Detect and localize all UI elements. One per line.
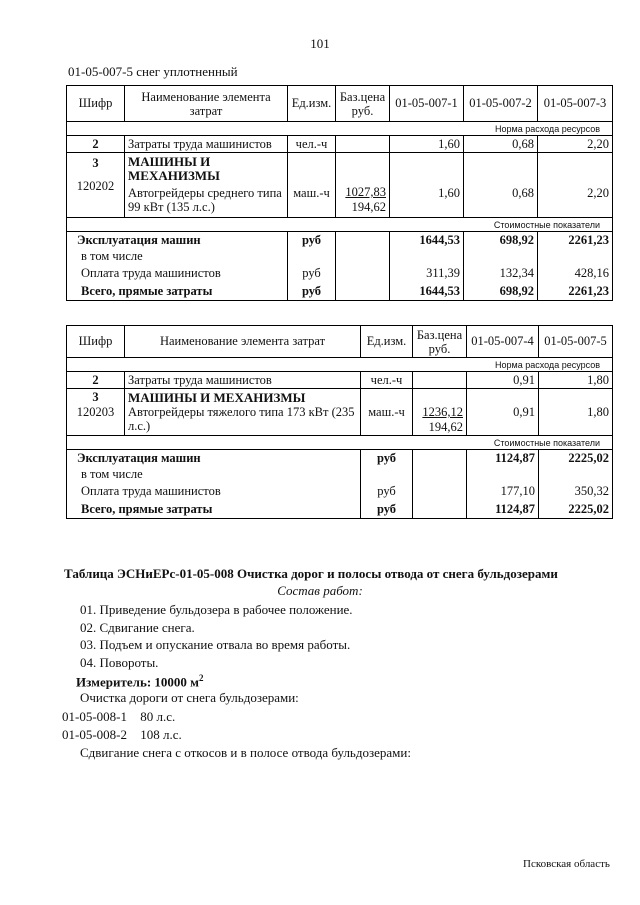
norm-label-row — [67, 122, 613, 136]
empty-cell — [336, 265, 390, 283]
total-value-1: 1644,53 — [390, 283, 464, 301]
pay-value-2: 350,32 — [539, 483, 613, 501]
work-item: 04. Повороты. — [80, 655, 159, 670]
header-col-4: 01-05-007-4 — [467, 326, 539, 358]
header-code: Шифр — [67, 326, 125, 358]
resource-table-1 — [66, 85, 613, 301]
labor-price — [336, 136, 390, 153]
pay-value-3: 428,16 — [538, 265, 613, 283]
work-item: 03. Подъем и опускание отвала во время работы. — [80, 637, 351, 652]
code-row-value: 80 л.с. — [140, 709, 176, 724]
exploitation-name: Эксплуатация машин — [67, 232, 288, 249]
labor-code: 2 — [67, 136, 125, 153]
pay-value-2: 132,34 — [464, 265, 538, 283]
machines-code: 3 — [92, 156, 99, 170]
table-row — [67, 136, 613, 153]
norm-label: Норма расхода ресурсов — [67, 122, 613, 136]
table-row — [67, 389, 613, 436]
header-price: Баз.цена руб. — [413, 326, 467, 358]
total-value-2: 2225,02 — [539, 501, 613, 519]
machines-codes — [67, 153, 125, 218]
code-row — [62, 727, 182, 743]
total-unit: руб — [361, 501, 413, 519]
total-value-1: 1124,87 — [467, 501, 539, 519]
table-row — [67, 372, 613, 389]
labor-value-1: 0,91 — [467, 372, 539, 389]
machines-value-1: 0,91 — [467, 389, 539, 436]
exploitation-price — [336, 232, 390, 249]
header-unit: Ед.изм. — [288, 86, 336, 122]
machines-value-1: 1,60 — [390, 153, 464, 218]
labor-value-2: 0,68 — [464, 136, 538, 153]
machines-code: 3 — [92, 390, 99, 404]
labor-unit: чел.-ч — [288, 136, 336, 153]
machines-unit: маш.-ч — [288, 153, 336, 218]
empty-cell — [413, 467, 467, 483]
exploitation-value-1: 1124,87 — [467, 450, 539, 467]
slope-heading: Сдвигание снега с откосов и в полосе отвода бульдозерами: — [80, 745, 411, 760]
labor-name: Затраты труда машинистов — [125, 372, 361, 389]
machines-codes — [67, 389, 125, 436]
header-name: Наименование элемента затрат — [125, 326, 361, 358]
header-col-2: 01-05-007-2 — [464, 86, 538, 122]
exploitation-unit: руб — [288, 232, 336, 249]
machines-resource-code: 120203 — [76, 405, 115, 419]
meter-label — [76, 673, 204, 690]
empty-cell — [413, 501, 467, 519]
table-row — [67, 249, 613, 265]
exploitation-value-2: 2225,02 — [539, 450, 613, 467]
table-row — [67, 153, 613, 218]
table-row — [67, 483, 613, 501]
machines-price-2: 194,62 — [351, 200, 386, 214]
empty-cell — [390, 249, 464, 265]
labor-value-2: 1,80 — [539, 372, 613, 389]
exploitation-value-2: 698,92 — [464, 232, 538, 249]
machines-resource-code: 120202 — [76, 179, 115, 193]
machines-prices — [413, 389, 467, 436]
page-number: 101 — [310, 36, 330, 51]
work-composition-heading: Состав работ: — [277, 583, 363, 598]
empty-cell — [336, 283, 390, 301]
included-label: в том числе — [67, 249, 288, 265]
empty-cell — [538, 249, 613, 265]
total-unit: руб — [288, 283, 336, 301]
pay-unit: руб — [361, 483, 413, 501]
pay-value-1: 177,10 — [467, 483, 539, 501]
labor-value-1: 1,60 — [390, 136, 464, 153]
table-row — [67, 283, 613, 301]
empty-cell — [464, 249, 538, 265]
empty-cell — [539, 467, 613, 483]
empty-cell — [413, 450, 467, 467]
labor-name: Затраты труда машинистов — [125, 136, 288, 153]
norm-label: Норма расхода ресурсов — [67, 358, 613, 372]
header-price: Баз.цена руб. — [336, 86, 390, 122]
work-item: 02. Сдвигание снега. — [80, 620, 195, 635]
empty-cell — [336, 249, 390, 265]
resource-table-2 — [66, 325, 613, 519]
labor-unit: чел.-ч — [361, 372, 413, 389]
total-value-2: 698,92 — [464, 283, 538, 301]
machines-prices — [336, 153, 390, 218]
header-col-1: 01-05-007-1 — [390, 86, 464, 122]
labor-value-3: 2,20 — [538, 136, 613, 153]
code-row-value: 108 л.с. — [140, 727, 182, 742]
header-unit: Ед.изм. — [361, 326, 413, 358]
pay-name: Оплата труда машинистов — [67, 483, 361, 501]
labor-code: 2 — [67, 372, 125, 389]
code-row-code: 01-05-008-1 — [62, 709, 127, 724]
machines-price: 1236,12 — [422, 405, 463, 419]
table-row — [67, 265, 613, 283]
cost-label: Стоимостные показатели — [67, 436, 613, 450]
code-row — [62, 709, 175, 725]
empty-cell — [467, 467, 539, 483]
work-item: 01. Приведение бульдозера в рабочее положение. — [80, 602, 353, 617]
table-header-row — [67, 86, 613, 122]
machines-name: Автогрейдеры тяжелого типа 173 кВт (235 л.с.) — [128, 405, 355, 433]
pay-name: Оплата труда машинистов — [67, 265, 288, 283]
exploitation-unit: руб — [361, 450, 413, 467]
cleaning-heading: Очистка дороги от снега бульдозерами: — [80, 690, 299, 705]
exploitation-name: Эксплуатация машин — [67, 450, 361, 467]
machines-value-3: 2,20 — [538, 153, 613, 218]
cost-label: Стоимостные показатели — [67, 218, 613, 232]
empty-cell — [413, 483, 467, 501]
empty-cell — [361, 467, 413, 483]
machines-price-2: 194,62 — [428, 420, 463, 434]
footer-region: Псковская область — [523, 858, 610, 870]
empty-cell — [288, 249, 336, 265]
pay-unit: руб — [288, 265, 336, 283]
machines-group: МАШИНЫ И МЕХАНИЗМЫ — [128, 154, 220, 183]
included-label: в том числе — [67, 467, 361, 483]
exploitation-value-3: 2261,23 — [538, 232, 613, 249]
code-row-code: 01-05-008-2 — [62, 727, 127, 742]
meter-superscript: 2 — [199, 673, 204, 683]
exploitation-value-1: 1644,53 — [390, 232, 464, 249]
table-row — [67, 232, 613, 249]
table-row — [67, 467, 613, 483]
header-name: Наименование элемента затрат — [125, 86, 288, 122]
labor-price — [413, 372, 467, 389]
pay-value-1: 311,39 — [390, 265, 464, 283]
machines-names — [125, 153, 288, 218]
total-name: Всего, прямые затраты — [67, 501, 361, 519]
header-col-3: 01-05-007-3 — [538, 86, 613, 122]
table-header-row — [67, 326, 613, 358]
machines-value-2: 1,80 — [539, 389, 613, 436]
header-col-5: 01-05-007-5 — [539, 326, 613, 358]
meter-text: Измеритель: 10000 м — [76, 674, 200, 690]
table-row — [67, 450, 613, 467]
machines-names — [125, 389, 361, 436]
machines-name: Автогрейдеры среднего типа 99 кВт (135 л.с.) — [128, 186, 282, 214]
header-code: Шифр — [67, 86, 125, 122]
cost-label-row — [67, 436, 613, 450]
total-value-3: 2261,23 — [538, 283, 613, 301]
table-caption: Таблица ЭСНиЕРс-01-05-008 Очистка дорог и полосы отвода от снега бульдозерами — [64, 566, 558, 581]
section-title: 01-05-007-5 снег уплотненный — [68, 64, 238, 79]
machines-unit: маш.-ч — [361, 389, 413, 436]
norm-label-row — [67, 358, 613, 372]
total-name: Всего, прямые затраты — [67, 283, 288, 301]
machines-group: МАШИНЫ И МЕХАНИЗМЫ — [128, 390, 306, 405]
table-row — [67, 501, 613, 519]
machines-value-2: 0,68 — [464, 153, 538, 218]
machines-price: 1027,83 — [345, 185, 386, 199]
cost-label-row — [67, 218, 613, 232]
